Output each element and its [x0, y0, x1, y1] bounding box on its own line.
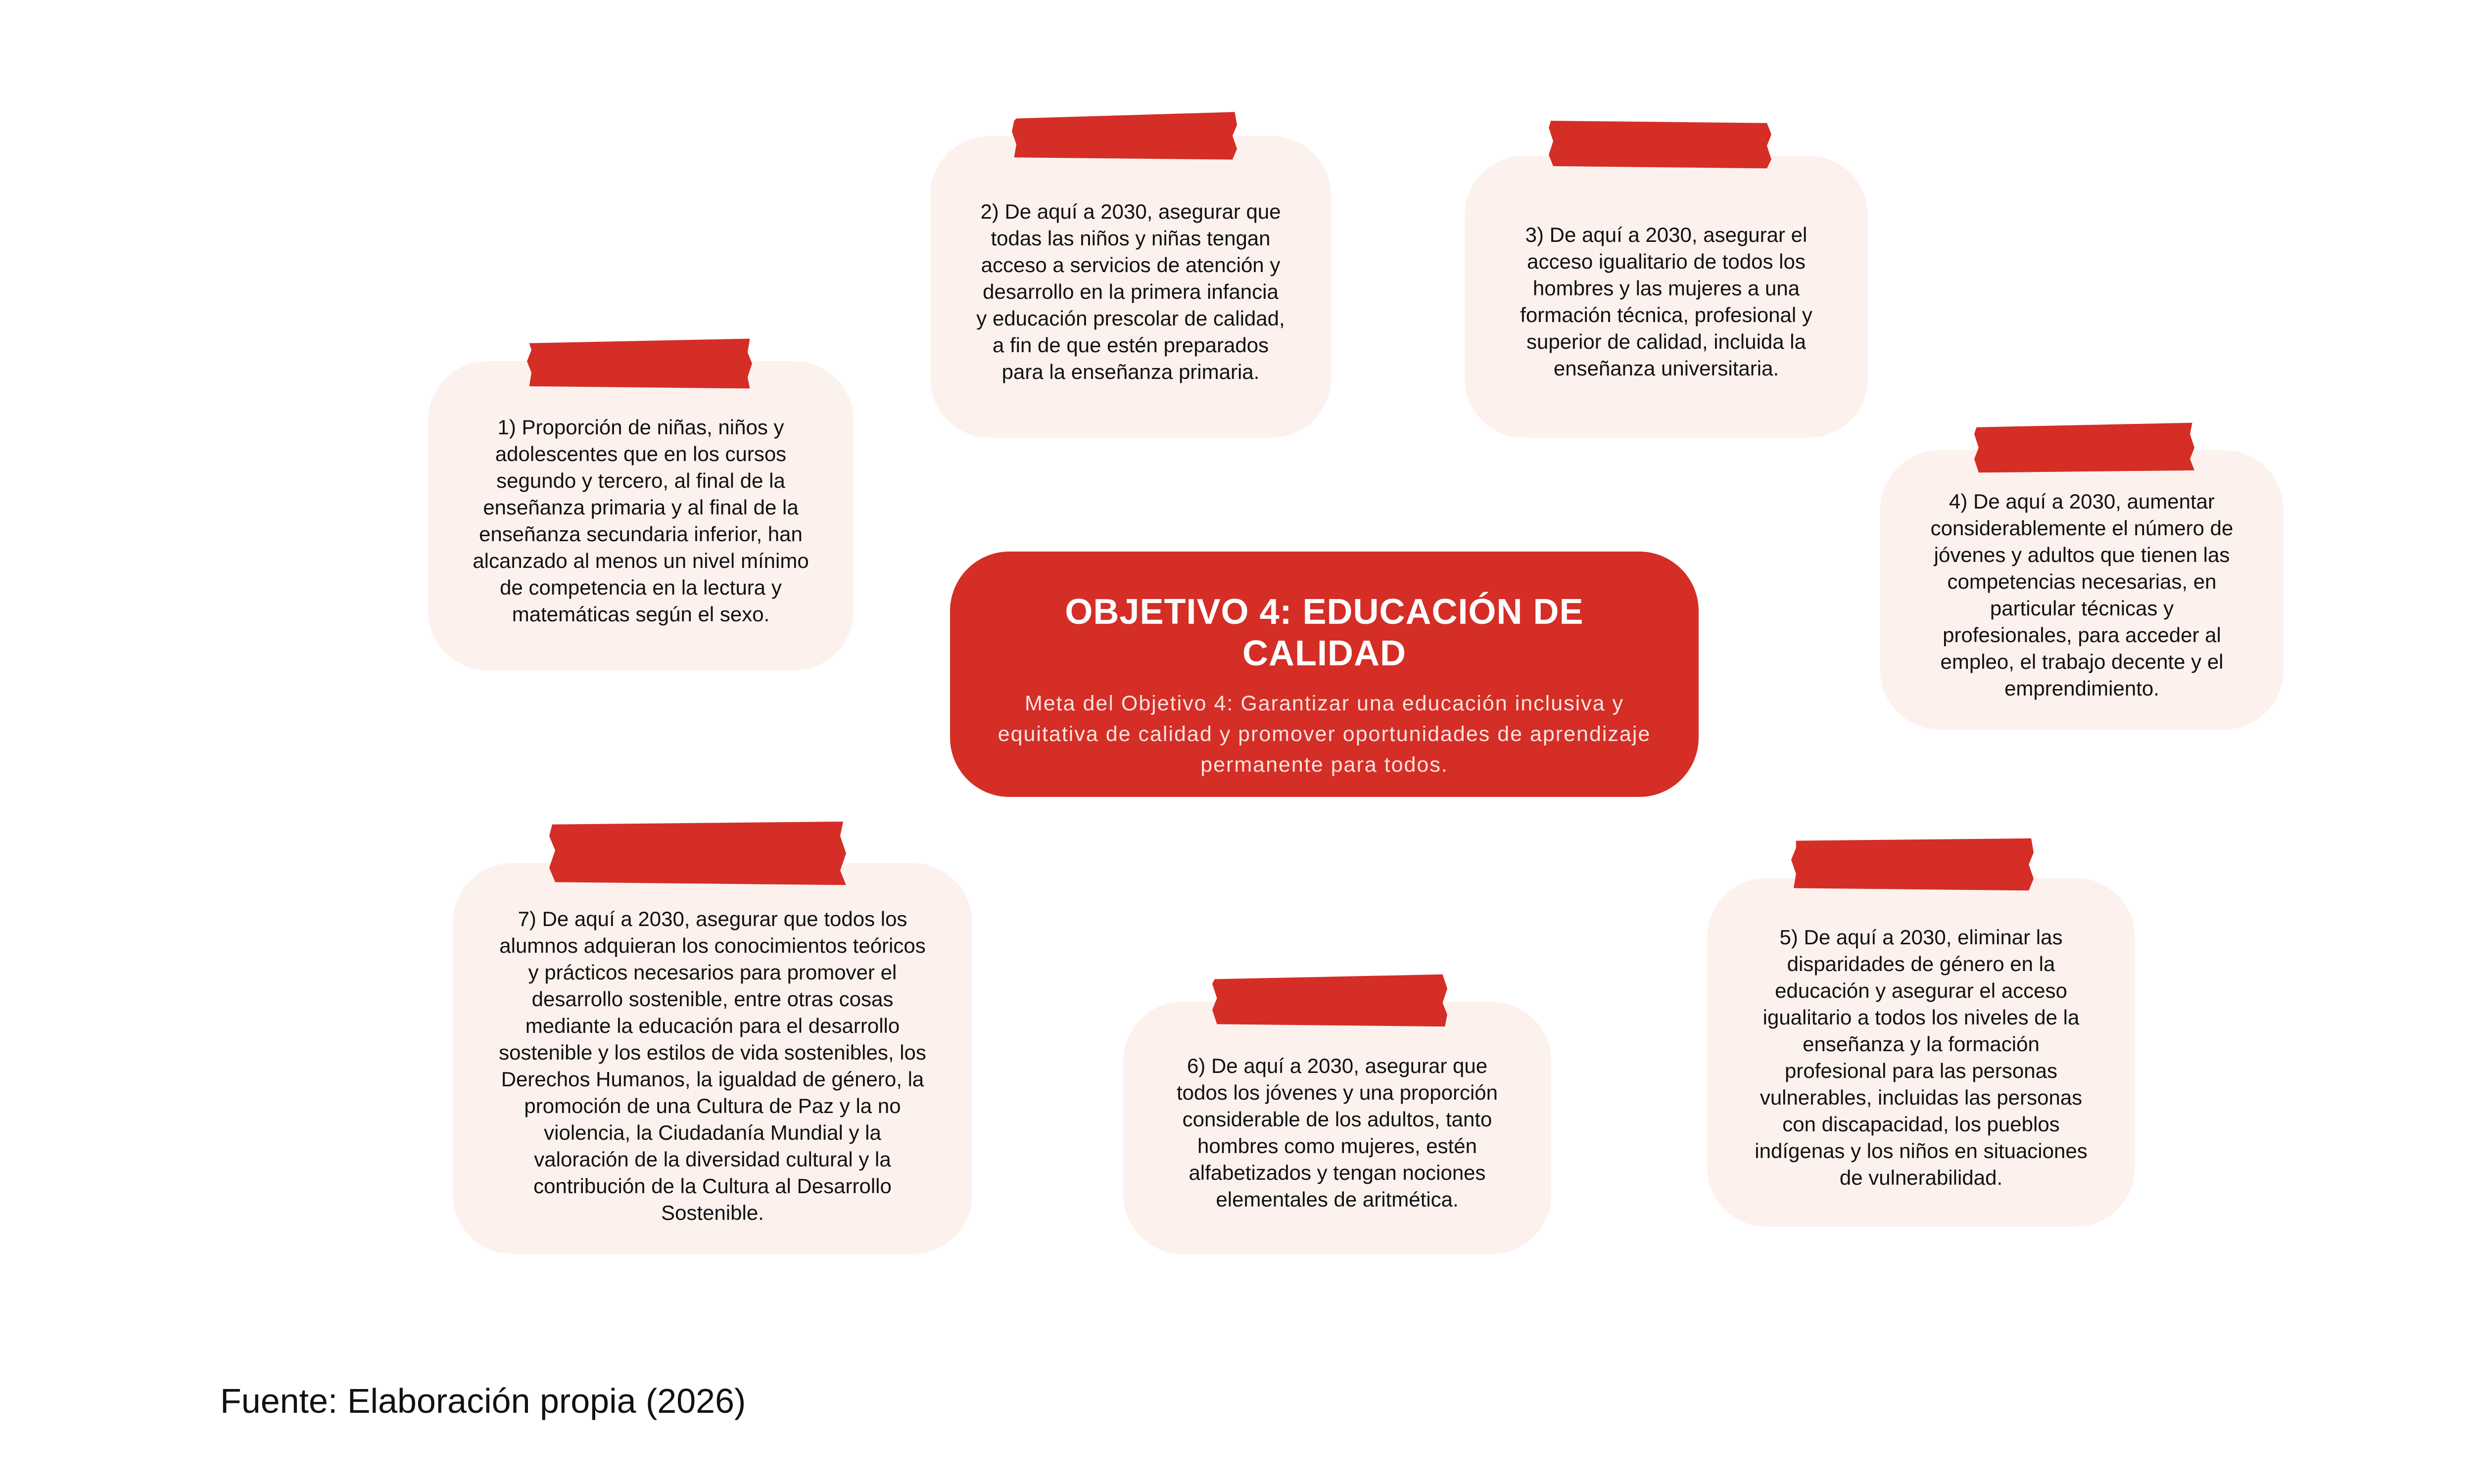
- target-card-1: [428, 361, 854, 670]
- target-card-3: [1465, 156, 1868, 438]
- target-text-4: 4) De aquí a 2030, aumentar considerablemente el número de jóvenes y adultos que tienen las competencias necesarias, en particular técnicas y profesionales, para acceder al empleo, el trabajo decente y el emprendimiento.: [1930, 489, 2234, 700]
- tape-decoration-6: [1212, 972, 1447, 1029]
- target-text-5: 5) De aquí a 2030, eliminar las disparidades de género en la educación y asegurar el acceso igualitario a todos los niveles de la enseñanza y la formación profesional para las personas vulnerables, incluidas las personas con discapacidad, los pueblos indígenas y los niños en situaciones de vulnerabilidad.: [1755, 925, 2088, 1189]
- central-goal-box: [950, 552, 1699, 797]
- target-text-2: 2) De aquí a 2030, asegurar que todas las niños y niñas tengan acceso a servicios de atención y desarrollo en la primera infancia y educación prescolar de calidad, a fin de que estén preparados para la enseñanza primaria.: [976, 200, 1285, 383]
- target-text-6: 6) De aquí a 2030, asegurar que todos los jóvenes y una proporción considerable de los adultos, tanto hombres como mujeres, estén alfabetizados y tengan nociones elementales de aritmética.: [1176, 1054, 1498, 1211]
- tape-decoration-3: [1549, 116, 1771, 171]
- tape-decoration-5: [1791, 836, 2034, 893]
- target-card-5: [1707, 878, 2135, 1227]
- tape-decoration-7: [549, 819, 846, 888]
- target-text-7: 7) De aquí a 2030, asegurar que todos los alumnos adquieran los conocimientos teóricos y prácticos necesarios para promover el desarrollo sostenible, entre otras cosas mediante la educación para el desarrollo sostenible y los estilos de vida sostenibles, los Derechos Humanos, la igualdad de género, la promoción de una Cultura de Paz y la no violencia, la Ciudadanía Mundial y la valoración de la diversidad cultural y la contribución de la Cultura al Desarrollo Sostenible.: [499, 907, 926, 1224]
- tape-decoration-2: [1012, 110, 1237, 162]
- tape-decoration-1: [527, 336, 752, 391]
- target-card-2: [930, 136, 1331, 438]
- target-text-3: 3) De aquí a 2030, asegurar el acceso igualitario de todos los hombres y las mujeres a una formación técnica, profesional y superior de calidad, incluida la enseñanza universitaria.: [1520, 223, 1812, 380]
- target-card-7: [453, 863, 972, 1254]
- central-goal-subtitle: Meta del Objetivo 4: Garantizar una educación inclusiva y equitativa de calidad y promover oportunidades de aprendizaje permanente para todos.: [998, 692, 1651, 777]
- target-text-1: 1) Proporción de niñas, niños y adolescentes que en los cursos segundo y tercero, al final de la enseñanza primaria y al final de la enseñanza secundaria inferior, han alcanzado al menos un nivel mínimo de competencia en la lectura y matemáticas según el sexo.: [473, 415, 809, 626]
- target-card-4: [1880, 450, 2284, 730]
- central-goal-title: OBJETIVO 4: EDUCACIÓN DE CALIDAD: [1065, 592, 1584, 673]
- target-card-6: [1123, 1002, 1551, 1254]
- source-caption: Fuente: Elaboración propia (2026): [220, 1382, 746, 1420]
- tape-decoration-4: [1974, 420, 2194, 475]
